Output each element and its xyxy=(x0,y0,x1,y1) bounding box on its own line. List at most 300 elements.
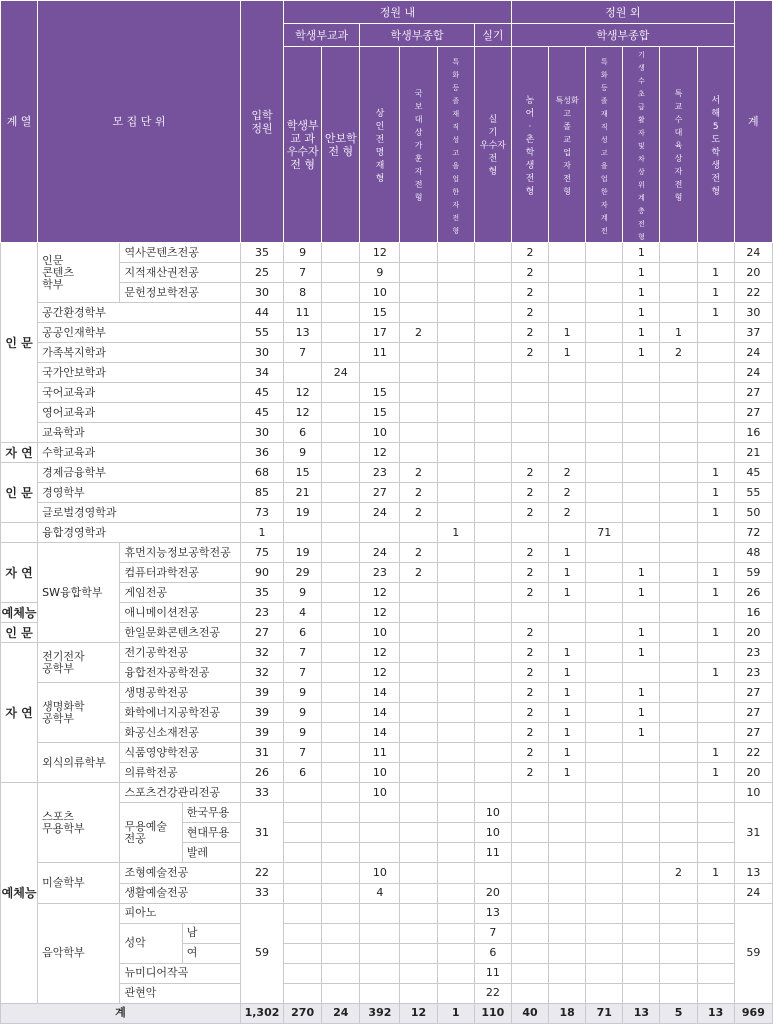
value-cell: 1 xyxy=(623,243,660,263)
value-cell xyxy=(474,783,511,803)
value-cell: 12 xyxy=(360,603,400,623)
unit-cell: 공공인재학부 xyxy=(38,323,241,343)
value-cell xyxy=(400,803,437,823)
value-cell xyxy=(623,923,660,943)
value-cell xyxy=(586,343,623,363)
value-cell xyxy=(623,903,660,923)
value-cell xyxy=(660,963,697,983)
group-cell: 스포츠 무용학부 xyxy=(38,783,120,863)
value-cell xyxy=(360,803,400,823)
header-unit: 모 집 단 위 xyxy=(38,1,241,243)
value-cell xyxy=(586,963,623,983)
value-cell xyxy=(437,903,474,923)
value-cell xyxy=(322,723,360,743)
value-cell xyxy=(474,503,511,523)
value-cell: 33 xyxy=(240,783,283,803)
value-cell xyxy=(360,523,400,543)
table-row xyxy=(1,683,773,703)
value-cell xyxy=(586,383,623,403)
table-row xyxy=(1,363,773,383)
value-cell: 9 xyxy=(360,263,400,283)
value-cell: 68 xyxy=(240,463,283,483)
value-cell xyxy=(284,943,322,963)
value-cell: 9 xyxy=(284,243,322,263)
unit-cell: 식품영양학전공 xyxy=(120,743,240,763)
value-cell: 7 xyxy=(474,923,511,943)
value-cell xyxy=(437,543,474,563)
value-cell: 32 xyxy=(240,643,283,663)
value-cell: 23 xyxy=(734,663,772,683)
value-cell xyxy=(623,423,660,443)
value-cell xyxy=(284,923,322,943)
table-row xyxy=(1,463,773,483)
value-cell xyxy=(322,983,360,1003)
value-cell xyxy=(474,683,511,703)
value-cell xyxy=(400,583,437,603)
value-cell xyxy=(511,903,548,923)
value-cell xyxy=(360,923,400,943)
value-cell xyxy=(322,663,360,683)
table-row xyxy=(1,783,773,803)
value-cell xyxy=(660,543,697,563)
value-cell: 1 xyxy=(549,343,586,363)
value-cell xyxy=(322,683,360,703)
value-cell: 7 xyxy=(284,663,322,683)
value-cell xyxy=(437,823,474,843)
value-cell: 2 xyxy=(549,463,586,483)
value-cell xyxy=(660,943,697,963)
value-cell: 12 xyxy=(360,583,400,603)
value-cell: 50 xyxy=(734,503,772,523)
value-cell: 12 xyxy=(360,443,400,463)
value-cell xyxy=(697,323,734,343)
value-cell xyxy=(623,743,660,763)
value-cell xyxy=(322,483,360,503)
value-cell xyxy=(586,863,623,883)
value-cell xyxy=(586,683,623,703)
total-value-cell: 12 xyxy=(400,1003,437,1023)
value-cell xyxy=(437,283,474,303)
value-cell: 2 xyxy=(511,663,548,683)
value-cell xyxy=(549,603,586,623)
value-cell xyxy=(437,603,474,623)
value-cell xyxy=(660,703,697,723)
value-cell xyxy=(697,723,734,743)
value-cell: 27 xyxy=(360,483,400,503)
value-cell: 1 xyxy=(697,623,734,643)
value-cell: 1 xyxy=(697,483,734,503)
value-cell xyxy=(284,863,322,883)
value-cell: 23 xyxy=(734,643,772,663)
unit-cell: 여 xyxy=(182,943,240,963)
value-cell xyxy=(437,583,474,603)
value-cell xyxy=(623,943,660,963)
value-cell: 15 xyxy=(360,403,400,423)
value-cell: 22 xyxy=(240,863,283,883)
header-gyogwa: 학생부교과 xyxy=(284,24,360,47)
value-cell: 2 xyxy=(511,343,548,363)
value-cell xyxy=(474,303,511,323)
value-cell: 26 xyxy=(734,583,772,603)
value-cell xyxy=(322,443,360,463)
value-cell xyxy=(437,363,474,383)
value-cell xyxy=(623,443,660,463)
table-row xyxy=(1,743,773,763)
value-cell xyxy=(474,523,511,543)
value-cell xyxy=(586,303,623,323)
table-row xyxy=(1,383,773,403)
value-cell: 27 xyxy=(734,383,772,403)
value-cell: 7 xyxy=(284,643,322,663)
value-cell: 2 xyxy=(511,483,548,503)
value-cell xyxy=(400,763,437,783)
value-cell xyxy=(623,403,660,423)
value-cell xyxy=(623,983,660,1003)
value-cell: 6 xyxy=(474,943,511,963)
value-cell xyxy=(586,483,623,503)
value-cell xyxy=(660,683,697,703)
value-cell: 55 xyxy=(240,323,283,343)
value-cell xyxy=(400,263,437,283)
value-cell xyxy=(511,423,548,443)
value-cell xyxy=(511,883,548,903)
unit-cell: 전기공학전공 xyxy=(120,643,240,663)
header-l10: 기 생 수 초 급 활 자 및 차 상 위 계 층 전 형 xyxy=(623,47,660,243)
value-cell: 34 xyxy=(240,363,283,383)
header-l8: 특성화 고 졸 교 업 자 전 형 xyxy=(549,47,586,243)
unit-cell: 피아노 xyxy=(120,903,240,923)
merged-total: 31 xyxy=(734,803,772,863)
value-cell xyxy=(360,943,400,963)
table-row xyxy=(1,523,773,543)
value-cell: 2 xyxy=(511,643,548,663)
value-cell xyxy=(623,603,660,623)
value-cell xyxy=(549,423,586,443)
value-cell xyxy=(586,763,623,783)
total-value-cell: 969 xyxy=(734,1003,772,1023)
value-cell xyxy=(697,363,734,383)
value-cell xyxy=(549,403,586,423)
value-cell xyxy=(660,263,697,283)
value-cell: 10 xyxy=(360,763,400,783)
value-cell: 72 xyxy=(734,523,772,543)
value-cell xyxy=(284,903,322,923)
value-cell xyxy=(549,303,586,323)
value-cell xyxy=(660,403,697,423)
value-cell: 6 xyxy=(284,763,322,783)
value-cell: 13 xyxy=(734,863,772,883)
value-cell: 1 xyxy=(623,683,660,703)
value-cell xyxy=(623,663,660,683)
value-cell xyxy=(474,623,511,643)
value-cell: 2 xyxy=(511,263,548,283)
value-cell xyxy=(623,863,660,883)
value-cell xyxy=(400,843,437,863)
value-cell xyxy=(437,883,474,903)
value-cell xyxy=(623,963,660,983)
value-cell: 2 xyxy=(511,283,548,303)
value-cell xyxy=(623,363,660,383)
value-cell xyxy=(586,463,623,483)
value-cell xyxy=(660,243,697,263)
value-cell: 71 xyxy=(586,523,623,543)
value-cell: 1 xyxy=(437,523,474,543)
total-label: 계 xyxy=(1,1003,241,1023)
value-cell xyxy=(697,803,734,823)
value-cell xyxy=(437,323,474,343)
value-cell: 30 xyxy=(734,303,772,323)
value-cell xyxy=(437,243,474,263)
value-cell: 24 xyxy=(322,363,360,383)
value-cell: 21 xyxy=(734,443,772,463)
value-cell: 2 xyxy=(400,543,437,563)
value-cell: 15 xyxy=(360,303,400,323)
value-cell: 20 xyxy=(734,763,772,783)
value-cell xyxy=(586,563,623,583)
category-cell: 자 연 xyxy=(1,443,38,463)
group-cell: 외식의류학부 xyxy=(38,743,120,783)
value-cell: 2 xyxy=(549,503,586,523)
value-cell: 1 xyxy=(549,743,586,763)
value-cell xyxy=(322,783,360,803)
merged-quota: 59 xyxy=(240,903,283,1003)
value-cell: 12 xyxy=(284,383,322,403)
unit-cell: 관현악 xyxy=(120,983,240,1003)
unit-cell: 게임전공 xyxy=(120,583,240,603)
unit-cell: 조형예술전공 xyxy=(120,863,240,883)
value-cell: 10 xyxy=(360,783,400,803)
value-cell xyxy=(322,763,360,783)
value-cell: 22 xyxy=(474,983,511,1003)
value-cell xyxy=(586,503,623,523)
value-cell xyxy=(549,843,586,863)
total-row xyxy=(1,1003,773,1023)
header-jonghap-in: 학생부종합 xyxy=(360,24,474,47)
value-cell xyxy=(511,383,548,403)
value-cell xyxy=(623,803,660,823)
value-cell xyxy=(586,283,623,303)
value-cell xyxy=(284,363,322,383)
value-cell xyxy=(400,623,437,643)
value-cell xyxy=(660,583,697,603)
value-cell xyxy=(284,983,322,1003)
value-cell: 1 xyxy=(623,563,660,583)
value-cell: 9 xyxy=(284,723,322,743)
value-cell xyxy=(623,383,660,403)
value-cell xyxy=(586,783,623,803)
unit-cell: 한국무용 xyxy=(182,803,240,823)
value-cell xyxy=(697,923,734,943)
value-cell xyxy=(400,283,437,303)
value-cell: 2 xyxy=(511,323,548,343)
value-cell: 1 xyxy=(549,663,586,683)
category-cell: 인 문 xyxy=(1,623,38,643)
value-cell xyxy=(437,983,474,1003)
value-cell xyxy=(586,903,623,923)
value-cell: 12 xyxy=(360,643,400,663)
value-cell xyxy=(660,903,697,923)
value-cell xyxy=(623,503,660,523)
value-cell xyxy=(284,783,322,803)
header-category: 계 열 xyxy=(1,1,38,243)
value-cell xyxy=(586,723,623,743)
value-cell xyxy=(586,843,623,863)
group-cell: 음악학부 xyxy=(38,903,120,1003)
value-cell: 1 xyxy=(549,543,586,563)
value-cell xyxy=(660,383,697,403)
value-cell: 20 xyxy=(734,263,772,283)
value-cell: 75 xyxy=(240,543,283,563)
value-cell xyxy=(400,363,437,383)
value-cell xyxy=(549,383,586,403)
header-l3: 상 인 전 명 재 형 xyxy=(360,47,400,243)
value-cell: 24 xyxy=(734,243,772,263)
value-cell xyxy=(474,603,511,623)
value-cell xyxy=(437,783,474,803)
value-cell xyxy=(437,443,474,463)
value-cell: 1 xyxy=(697,303,734,323)
value-cell: 30 xyxy=(240,343,283,363)
value-cell: 2 xyxy=(511,763,548,783)
value-cell: 10 xyxy=(734,783,772,803)
value-cell: 4 xyxy=(284,603,322,623)
value-cell xyxy=(322,403,360,423)
value-cell xyxy=(400,783,437,803)
value-cell xyxy=(284,883,322,903)
value-cell: 1 xyxy=(697,463,734,483)
value-cell xyxy=(437,863,474,883)
unit-cell: 화공신소재전공 xyxy=(120,723,240,743)
value-cell xyxy=(284,803,322,823)
value-cell: 2 xyxy=(400,323,437,343)
value-cell: 2 xyxy=(511,563,548,583)
value-cell xyxy=(437,763,474,783)
value-cell: 29 xyxy=(284,563,322,583)
value-cell: 1 xyxy=(549,563,586,583)
value-cell xyxy=(322,323,360,343)
value-cell: 24 xyxy=(360,543,400,563)
value-cell xyxy=(697,943,734,963)
value-cell xyxy=(697,983,734,1003)
value-cell xyxy=(586,543,623,563)
value-cell xyxy=(322,803,360,823)
value-cell: 10 xyxy=(360,623,400,643)
unit-cell: 경영학부 xyxy=(38,483,241,503)
value-cell xyxy=(474,643,511,663)
value-cell xyxy=(660,443,697,463)
value-cell xyxy=(322,423,360,443)
value-cell xyxy=(474,423,511,443)
value-cell xyxy=(322,463,360,483)
value-cell xyxy=(697,603,734,623)
value-cell: 2 xyxy=(400,563,437,583)
unit-cell: 국어교육과 xyxy=(38,383,241,403)
subgroup-cell: 무용예술 전공 xyxy=(120,803,182,863)
value-cell xyxy=(511,363,548,383)
value-cell xyxy=(586,983,623,1003)
value-cell xyxy=(437,403,474,423)
header-total: 계 xyxy=(734,1,772,243)
value-cell xyxy=(322,563,360,583)
unit-cell: 의류학전공 xyxy=(120,763,240,783)
value-cell xyxy=(474,283,511,303)
value-cell xyxy=(322,863,360,883)
value-cell xyxy=(284,843,322,863)
value-cell: 1 xyxy=(623,343,660,363)
header-jonghap-out: 학생부종합 xyxy=(511,24,734,47)
value-cell xyxy=(586,923,623,943)
value-cell xyxy=(400,303,437,323)
value-cell xyxy=(549,923,586,943)
value-cell xyxy=(437,423,474,443)
value-cell: 2 xyxy=(660,863,697,883)
category-cell: 자 연 xyxy=(1,643,38,783)
value-cell xyxy=(586,623,623,643)
value-cell xyxy=(660,823,697,843)
value-cell: 27 xyxy=(734,703,772,723)
value-cell xyxy=(474,243,511,263)
value-cell: 10 xyxy=(360,423,400,443)
value-cell xyxy=(360,903,400,923)
value-cell xyxy=(697,523,734,543)
value-cell: 1 xyxy=(549,763,586,783)
value-cell: 11 xyxy=(284,303,322,323)
value-cell xyxy=(586,403,623,423)
value-cell xyxy=(474,263,511,283)
value-cell: 39 xyxy=(240,723,283,743)
value-cell: 13 xyxy=(284,323,322,343)
value-cell xyxy=(549,983,586,1003)
value-cell xyxy=(474,463,511,483)
value-cell: 1 xyxy=(549,703,586,723)
value-cell xyxy=(437,303,474,323)
value-cell xyxy=(586,943,623,963)
value-cell xyxy=(660,883,697,903)
value-cell: 11 xyxy=(474,963,511,983)
total-value-cell: 71 xyxy=(586,1003,623,1023)
value-cell xyxy=(360,983,400,1003)
value-cell xyxy=(322,923,360,943)
value-cell: 55 xyxy=(734,483,772,503)
group-cell: 생명화학 공학부 xyxy=(38,683,120,743)
value-cell xyxy=(511,863,548,883)
value-cell: 24 xyxy=(734,343,772,363)
unit-cell: 현대무용 xyxy=(182,823,240,843)
value-cell: 1 xyxy=(549,323,586,343)
unit-cell: 융합전자공학전공 xyxy=(120,663,240,683)
value-cell xyxy=(549,283,586,303)
table-row xyxy=(1,403,773,423)
value-cell xyxy=(697,843,734,863)
unit-cell: 글로벌경영학과 xyxy=(38,503,241,523)
value-cell: 2 xyxy=(511,743,548,763)
value-cell: 44 xyxy=(240,303,283,323)
table-row xyxy=(1,503,773,523)
value-cell xyxy=(437,483,474,503)
value-cell: 16 xyxy=(734,603,772,623)
table-row xyxy=(1,483,773,503)
value-cell xyxy=(586,803,623,823)
header-l11: 특 교 수 대 육 상 자 전 형 xyxy=(660,47,697,243)
value-cell: 45 xyxy=(240,403,283,423)
unit-cell: 컴퓨터과학전공 xyxy=(120,563,240,583)
value-cell xyxy=(623,883,660,903)
value-cell xyxy=(437,263,474,283)
value-cell xyxy=(549,783,586,803)
value-cell xyxy=(400,723,437,743)
value-cell xyxy=(697,903,734,923)
value-cell xyxy=(322,283,360,303)
